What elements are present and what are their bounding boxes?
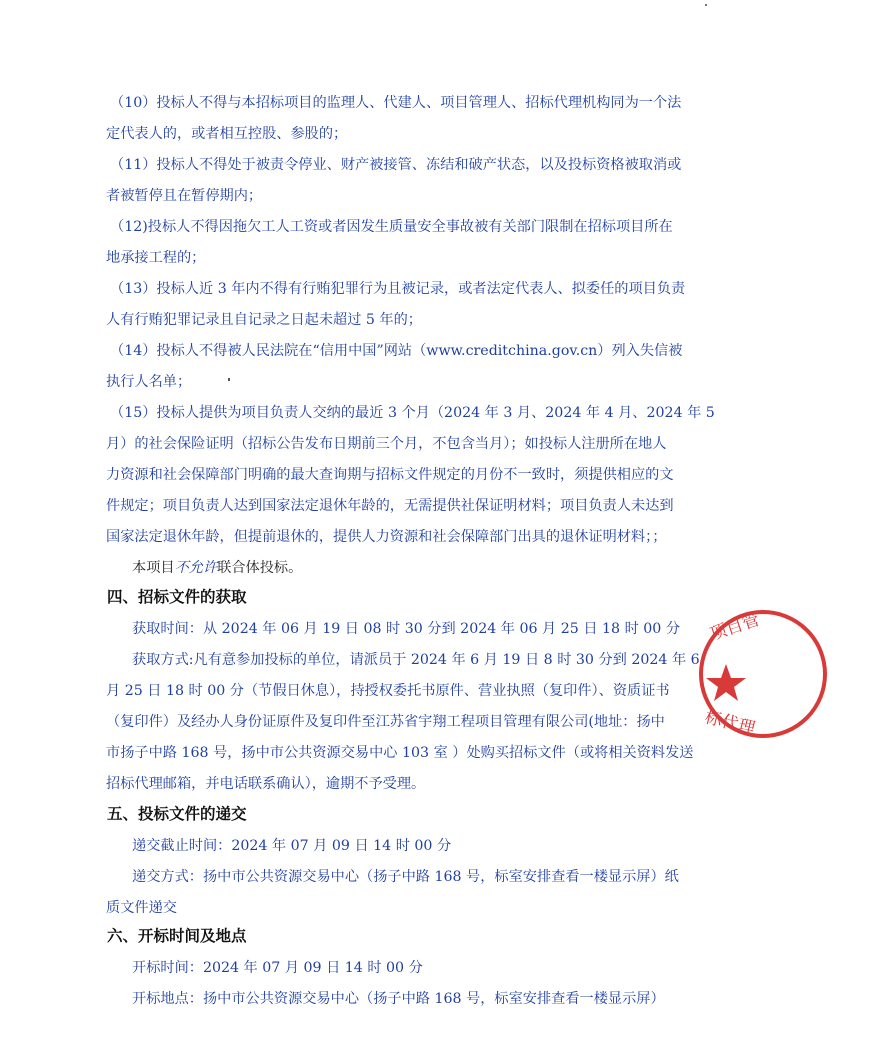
section-4-method-line: （复印件）及经办人身份证原件及复印件至江苏省宇翔工程项目管理有限公司(地址：扬中 [106, 714, 665, 730]
joint-venture-note [0, 558, 877, 578]
section-5-method-line-1: 递交方式：扬中市公共资源交易中心（扬子中路 168 号，标室安排查看一楼显示屏）纸 [132, 869, 679, 885]
item-12-line-2: 地承接工程的； [106, 250, 206, 266]
item-13-line-1: （13）投标人近 3 年内不得有行贿犯罪行为且被记录，或者法定代表人、拟委任的项目负责 [110, 281, 686, 297]
section-4-method-line: 月 25 日 18 时 00 分（节假日休息），持授权委托书原件、营业执照（复印件）、资质证书 [106, 683, 670, 699]
section-5-deadline: 递交截止时间：2024 年 07 月 09 日 14 时 00 分 [132, 838, 452, 854]
item-13-line-2: 人有行贿犯罪记录且自记录之日起未超过 5 年的； [106, 312, 422, 328]
section-4-method-line: 市扬子中路 168 号，扬中市公共资源交易中心 103 室 ）处购买招标文件（或将相关资料发送 [106, 745, 694, 761]
item-15-line: （15）投标人提供为项目负责人交纳的最近 3 个月（2024 年 3 月、2024 年 4 月、2024 年 5 [110, 405, 715, 421]
item-10-line-2: 定代表人的，或者相互控股、参股的； [106, 126, 348, 142]
company-seal-stamp [698, 594, 828, 754]
item-15-line: 月）的社会保险证明（招标公告发布日期前三个月，不包含当月）；如投标人注册所在地人 [106, 436, 667, 452]
item-15-line: 件规定；项目负责人达到国家法定退休年龄的，无需提供社保证明材料；项目负责人未达到 [106, 498, 674, 514]
section-5-method-line-2: 质文件递交 [106, 900, 177, 916]
joint-suffix: 联合体投标。 [217, 560, 303, 576]
item-12-line-1: （12)投标人不得因拖欠工人工资或者因发生质量安全事故被有关部门限制在招标项目所在 [110, 219, 673, 235]
item-14-line-1: （14）投标人不得被人民法院在“信用中国”网站（www.creditchina.gov.cn）列入失信被 [110, 343, 683, 359]
scan-speck [705, 4, 707, 6]
section-6-place: 开标地点：扬中市公共资源交易中心（扬子中路 168 号，标室安排查看一楼显示屏） [132, 991, 665, 1007]
section-5-heading: 五、投标文件的递交 [107, 805, 247, 823]
section-4-time: 获取时间：从 2024 年 06 月 19 日 08 时 30 分到 2024 年 06 月 25 日 18 时 00 分 [132, 621, 681, 637]
item-11-line-1: （11）投标人不得处于被责令停业、财产被接管、冻结和破产状态，以及投标资格被取消或 [110, 157, 682, 173]
section-6-heading: 六、开标时间及地点 [107, 927, 247, 945]
item-10-line-1: （10）投标人不得与本招标项目的监理人、代建人、项目管理人、招标代理机构同为一个法 [110, 95, 682, 111]
joint-emphasis: 不允许 [174, 560, 218, 576]
section-4-method-line: 招标代理邮箱，并电话联系确认），逾期不予受理。 [106, 776, 426, 792]
item-15-line: 力资源和社会保障部门明确的最大查询期与招标文件规定的月份不一致时，须提供相应的文 [106, 467, 674, 483]
item-14-line-2: 执行人名单； [106, 374, 192, 390]
section-4-heading: 四、招标文件的获取 [107, 588, 247, 606]
scan-speck [228, 378, 230, 381]
seal-text-bottom: 标代理 [702, 707, 758, 740]
seal-text-top: 项目管 [707, 609, 763, 645]
joint-prefix: 本项目 [132, 560, 175, 576]
item-15-line: 国家法定退休年龄，但提前退休的，提供人力资源和社会保障部门出具的退休证明材料；； [106, 529, 667, 545]
section-4-method-line: 获取方式:凡有意参加投标的单位，请派员于 2024 年 6 月 19 日 8 时 30 分到 2024 年 6 [132, 652, 700, 668]
item-11-line-2: 者被暂停且在暂停期内； [106, 188, 263, 204]
section-6-time: 开标时间：2024 年 07 月 09 日 14 时 00 分 [132, 960, 423, 976]
seal-star-icon [706, 664, 746, 701]
